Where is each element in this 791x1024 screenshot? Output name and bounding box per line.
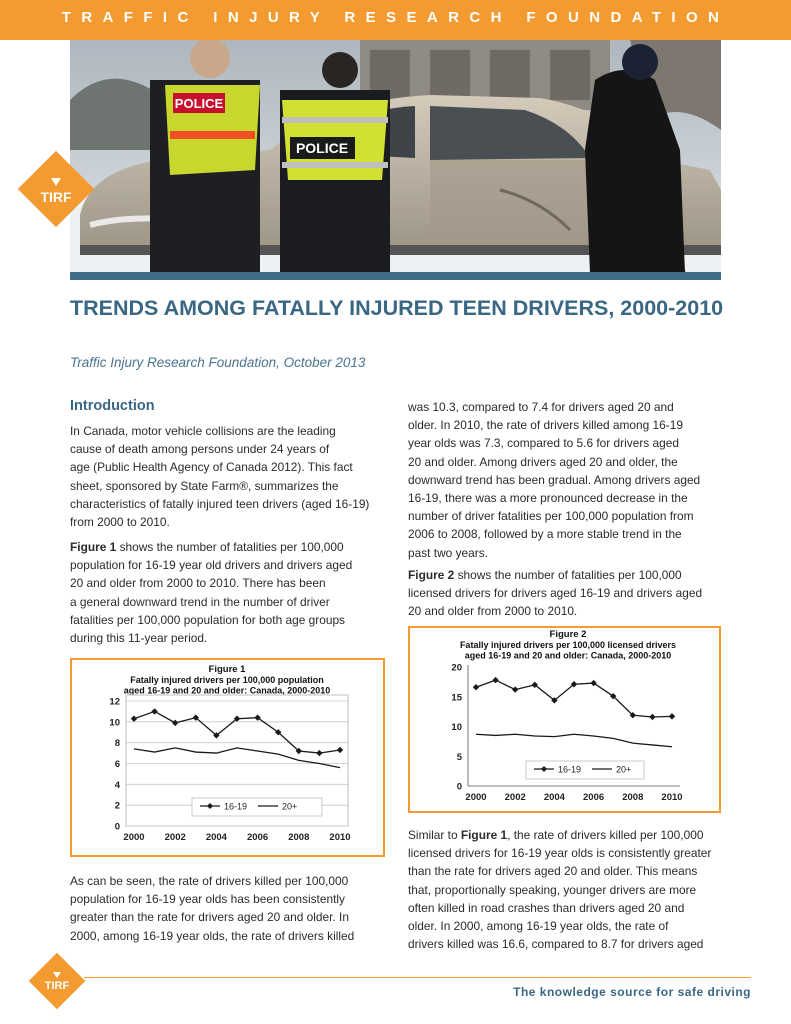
- x-tick-label: 2002: [504, 792, 526, 803]
- text-line: 20 and older from 2000 to 2010. There has been: [70, 576, 326, 591]
- text-line: sheet, sponsored by State Farm®, summarizes the: [70, 478, 339, 493]
- figure-1-frame: [70, 658, 385, 857]
- y-tick-label: 8: [114, 738, 120, 750]
- text-line: during this 11-year period.: [70, 631, 208, 646]
- text-line: year olds was 7.3, compared to 5.6 for drivers aged: [408, 436, 679, 451]
- legend-label: 16-19: [558, 764, 582, 775]
- y-tick-label: 12: [109, 696, 120, 708]
- x-tick-label: 2010: [329, 832, 351, 843]
- data-point: [669, 713, 675, 719]
- text-line: fatalities per 100,000 population for both age groups: [70, 612, 346, 627]
- text-line: characteristics of fatally injured teen drivers (aged 16-19): [70, 496, 370, 511]
- text-line: from 2000 to 2010.: [70, 515, 170, 530]
- y-tick-label: 10: [109, 717, 120, 729]
- data-point: [316, 750, 322, 756]
- x-tick-label: 2000: [123, 832, 145, 843]
- figure-2-chart: [410, 628, 719, 811]
- figure-ref: Figure 2: [408, 568, 455, 582]
- hero-divider: [70, 272, 721, 280]
- text-line: 16-19, there was a more pronounced decrease in the: [408, 491, 688, 506]
- data-point: [172, 720, 178, 726]
- text-line: As can be seen, the rate of drivers killed per 100,000: [70, 874, 349, 888]
- series-line-20+: [134, 748, 340, 768]
- col2-paragraph-2: [408, 566, 702, 621]
- data-point: [649, 714, 655, 720]
- legend-label: 20+: [282, 801, 298, 812]
- data-point: [151, 708, 157, 714]
- y-tick-label: 5: [456, 751, 462, 763]
- text-line: 2000, among 16-19 year olds, the rate of drivers killed: [70, 928, 355, 943]
- y-tick-label: 2: [114, 800, 120, 812]
- hero-illustration: [70, 40, 721, 273]
- text-line: cause of death among persons under 24 years of: [70, 442, 330, 457]
- text-line: number of driver fatalities per 100,000 population from: [408, 509, 694, 524]
- police-badge-1: POLICE: [174, 96, 224, 111]
- chart-subtitle-line: Fatally injured drivers per 100,000 licensed drivers: [459, 640, 677, 650]
- text-fragment: shows the number of fatalities per 100,000: [454, 568, 682, 582]
- text-line: population for 16-19 year old drivers and drivers aged: [70, 558, 353, 573]
- text-fragment: Similar to: [408, 828, 461, 842]
- police-badge-2: POLICE: [295, 140, 349, 156]
- col2-paragraph-1: [408, 398, 700, 562]
- text-line: that, proportionally speaking, younger drivers are more: [408, 882, 697, 897]
- text-line: past two years.: [408, 545, 488, 560]
- text-fragment: , the rate of drivers killed per 100,000: [507, 828, 704, 842]
- footer-tagline: The knowledge source for safe driving: [513, 985, 751, 999]
- figure-1-chart: [72, 660, 383, 855]
- chart-title: Figure 2: [549, 629, 587, 640]
- data-point: [512, 686, 518, 692]
- logo-text: TIRF: [40, 189, 72, 205]
- x-tick-label: 2000: [465, 792, 487, 803]
- data-point: [473, 684, 479, 690]
- text-line: age (Public Health Agency of Canada 2012). This fact: [70, 460, 353, 475]
- col1-paragraph-3: [70, 872, 354, 945]
- footer-logo: [28, 952, 86, 1010]
- hero-photo: [70, 40, 721, 273]
- data-point: [337, 747, 343, 753]
- header-banner: [0, 0, 791, 40]
- text-line: 2006 to 2008, followed by a more stable trend in the: [408, 527, 682, 542]
- y-tick-label: 6: [114, 759, 120, 770]
- y-tick-label: 0: [114, 821, 120, 833]
- x-tick-label: 2006: [583, 792, 605, 803]
- text-line: [408, 566, 702, 584]
- org-name: TRAFFIC INJURY RESEARCH FOUNDATION: [61, 9, 730, 26]
- chart-subtitle-line: aged 16-19 and 20 and older: Canada, 2000-2010: [464, 650, 672, 661]
- page-subtitle: Traffic Injury Research Foundation, October 2013: [70, 355, 366, 370]
- intro-heading: Introduction: [70, 398, 155, 414]
- col2-paragraph-3: [408, 826, 711, 953]
- text-line: a general downward trend in the number of driver: [70, 594, 330, 609]
- chart-title: Figure 1: [208, 664, 246, 675]
- text-line: 20 and older from 2000 to 2010.: [408, 604, 578, 619]
- text-line: population for 16-19 year olds has been consistently: [70, 892, 345, 907]
- text-line: licensed drivers for drivers aged 16-19 and drivers aged: [408, 586, 703, 601]
- text-line: licensed drivers for 16-19 year olds is consistently greater: [408, 846, 712, 861]
- data-point: [131, 716, 137, 722]
- tirf-logo: [18, 151, 94, 227]
- text-line: often killed in road crashes than drivers aged 20 and: [408, 900, 685, 915]
- x-tick-label: 2004: [543, 792, 565, 803]
- col1-paragraph-1: [70, 422, 369, 531]
- text-line: older. In 2010, the rate of drivers killed among 16-19: [408, 418, 683, 433]
- y-tick-label: 0: [456, 781, 462, 793]
- text-line: greater than the rate for drivers aged 20 and older. In: [70, 910, 349, 925]
- x-tick-label: 2002: [164, 832, 186, 843]
- x-tick-label: 2006: [247, 832, 269, 843]
- text-fragment: shows the number of fatalities per 100,000: [116, 540, 344, 554]
- text-line: than the rate for drivers aged 20 and older. This means: [408, 864, 698, 879]
- y-tick-label: 15: [451, 692, 462, 704]
- series-line-20+: [476, 734, 672, 746]
- text-line: In Canada, motor vehicle collisions are the leading: [70, 424, 336, 438]
- figure-ref: Figure 1: [460, 828, 508, 842]
- text-line: drivers killed was 16.6, compared to 8.7 for drivers aged: [408, 937, 704, 952]
- footer-divider: [84, 977, 751, 978]
- x-tick-label: 2008: [622, 792, 644, 803]
- legend-label: 20+: [616, 764, 632, 775]
- text-line: [70, 538, 352, 556]
- footer-logo-text: TIRF: [44, 980, 70, 992]
- legend-label: 16-19: [224, 801, 248, 812]
- x-tick-label: 2010: [661, 792, 683, 803]
- col1-paragraph-2: [70, 538, 352, 647]
- data-point: [492, 677, 498, 683]
- text-line: was 10.3, compared to 7.4 for drivers aged 20 and: [408, 400, 674, 414]
- y-tick-label: 20: [451, 662, 462, 674]
- y-tick-label: 4: [114, 779, 120, 791]
- figure-ref: Figure 1: [70, 540, 117, 554]
- y-tick-label: 10: [451, 722, 462, 733]
- chart-subtitle-line: aged 16-19 and 20 and older: Canada, 2000-2010: [123, 685, 331, 696]
- text-line: older. In 2000, among 16-19 year olds, the rate of: [408, 919, 669, 934]
- page-title: TRENDS AMONG FATALLY INJURED TEEN DRIVERS, 2000-2010: [70, 296, 724, 320]
- text-line: downward trend has been gradual. Among drivers aged: [408, 472, 701, 487]
- x-tick-label: 2008: [288, 832, 310, 843]
- text-line: [408, 826, 711, 844]
- x-tick-label: 2004: [205, 832, 227, 843]
- text-line: 20 and older. Among drivers aged 20 and older, the: [408, 454, 678, 469]
- figure-2-frame: [408, 626, 721, 813]
- chart-subtitle-line: Fatally injured drivers per 100,000 population: [130, 675, 324, 685]
